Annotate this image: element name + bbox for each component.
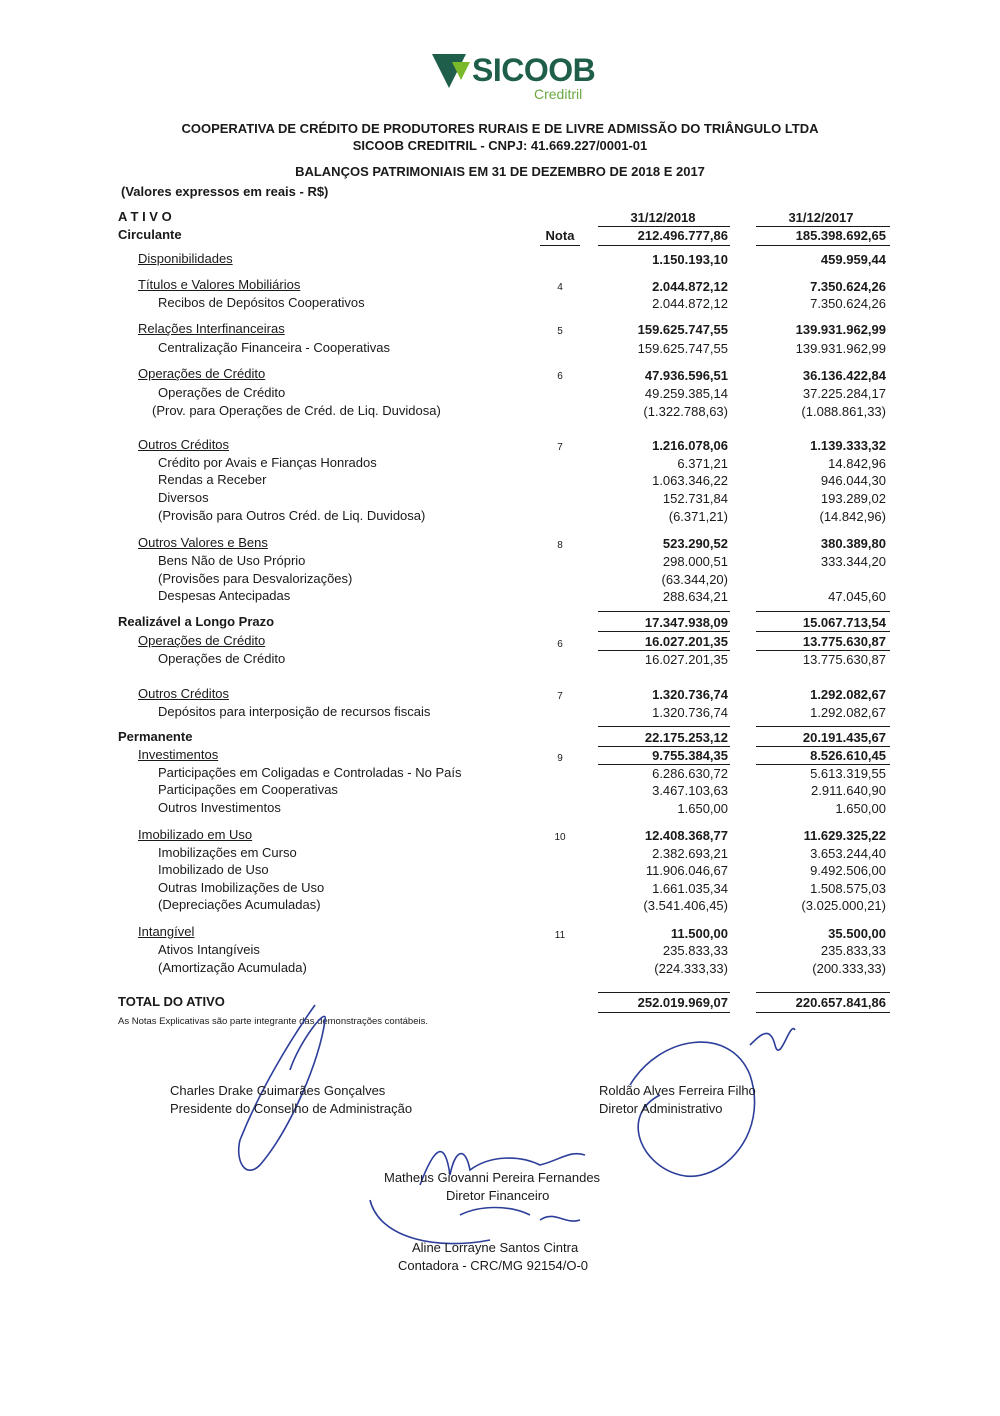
row-value-2018: 49.259.385,14 xyxy=(644,386,728,401)
row-nota: 8 xyxy=(557,540,563,551)
row-label: Imobilizações em Curso xyxy=(158,845,297,860)
total-label: TOTAL DO ATIVO xyxy=(118,994,225,1009)
row-nota: 6 xyxy=(557,639,563,650)
row-value-2018: 3.467.103,63 xyxy=(652,783,728,798)
row-label: Outras Imobilizações de Uso xyxy=(158,880,325,895)
row-value-2018: (3.541.406,45) xyxy=(643,898,728,913)
row-value-2017: 1.139.333,32 xyxy=(810,438,886,453)
row-label: Despesas Antecipadas xyxy=(158,588,291,603)
footnote: As Notas Explicativas são parte integrante das demonstrações contábeis. xyxy=(118,1016,428,1027)
row-nota: 11 xyxy=(554,930,566,941)
row-value-2017: 13.775.630,87 xyxy=(802,652,886,667)
row-label: Recibos de Depósitos Cooperativos xyxy=(158,295,365,310)
row-value-2018: 1.661.035,34 xyxy=(652,881,728,896)
row-value-2017: 193.289,02 xyxy=(820,491,886,506)
ativo-heading: A T I V O xyxy=(118,209,172,224)
row-label: (Provisões para Desvalorizações) xyxy=(158,571,353,586)
row-value-2018: (1.322.788,63) xyxy=(643,404,728,419)
row-value-2017: 14.842,96 xyxy=(828,456,886,471)
row-value-2017: 380.389,80 xyxy=(820,536,886,551)
signatory-1-name: Charles Drake Guimarães Gonçalves xyxy=(170,1083,386,1098)
row-label: Rendas a Receber xyxy=(158,472,267,487)
row-value-2018: 16.027.201,35 xyxy=(644,634,728,649)
signatory-2-role: Diretor Administrativo xyxy=(599,1101,723,1116)
signatory-2-name: Roldão Alves Ferreira Filho xyxy=(599,1083,756,1098)
row-value-2018: 12.408.368,77 xyxy=(644,828,728,843)
row-value-2018: 2.382.693,21 xyxy=(652,846,728,861)
row-value-2017: 1.292.082,67 xyxy=(810,687,886,702)
row-label: Participações em Cooperativas xyxy=(158,782,338,797)
row-value-2017: 11.629.325,22 xyxy=(803,828,886,843)
row-value-2018: 1.320.736,74 xyxy=(652,687,728,702)
row-value-2018: 212.496.777,86 xyxy=(637,228,728,243)
row-value-2018: 1.063.346,22 xyxy=(652,473,728,488)
row-label: Imobilizado de Uso xyxy=(158,862,269,877)
company-name: COOPERATIVA DE CRÉDITO DE PRODUTORES RURAIS E DE LIVRE ADMISSÃO DO TRIÂNGULO LTDA xyxy=(181,121,819,136)
row-value-2018: 11.906.046,67 xyxy=(645,863,728,878)
row-label: Títulos e Valores Mobiliários xyxy=(138,277,301,292)
row-value-2017: 459.959,44 xyxy=(820,252,886,267)
row-value-2017: 35.500,00 xyxy=(828,926,886,941)
row-label: Crédito por Avais e Fianças Honrados xyxy=(158,455,377,470)
sicoob-logo xyxy=(428,50,618,106)
row-label: Operações de Crédito xyxy=(158,385,286,400)
signature-roldao xyxy=(600,1015,800,1185)
row-value-2017: 235.833,33 xyxy=(820,943,886,958)
company-cnpj: SICOOB CREDITRIL - CNPJ: 41.669.227/0001-01 xyxy=(352,138,648,153)
row-label: Circulante xyxy=(118,227,182,242)
row-value-2017: 185.398.692,65 xyxy=(795,228,886,243)
row-value-2018: 9.755.384,35 xyxy=(652,748,728,763)
signatory-4-role: Contadora - CRC/MG 92154/O-0 xyxy=(398,1258,589,1273)
row-label: Centralização Financeira - Cooperativas xyxy=(158,340,390,355)
report-title: BALANÇOS PATRIMONIAIS EM 31 DE DEZEMBRO DE 2018 E 2017 xyxy=(295,164,705,179)
row-nota: 6 xyxy=(557,371,563,382)
row-nota: 7 xyxy=(557,442,563,453)
signatory-3-role: Diretor Financeiro xyxy=(446,1188,550,1203)
row-value-2017: (3.025.000,21) xyxy=(801,898,886,913)
row-value-2018: 159.625.747,55 xyxy=(637,341,728,356)
row-label: Depósitos para interposição de recursos fiscais xyxy=(158,704,431,719)
signatory-3-name: Matheus Giovanni Pereira Fernandes xyxy=(384,1170,601,1185)
units-note: (Valores expressos em reais - R$) xyxy=(121,184,329,199)
row-value-2018: 2.044.872,12 xyxy=(652,279,728,294)
row-value-2018: 22.175.253,12 xyxy=(644,730,728,745)
row-label: (Prov. para Operações de Créd. de Liq. Duvidosa) xyxy=(152,403,441,418)
row-value-2017: 20.191.435,67 xyxy=(802,730,886,745)
year-2018-heading: 31/12/2018 xyxy=(630,210,696,225)
signatory-1-role: Presidente do Conselho de Administração xyxy=(170,1101,413,1116)
row-value-2017: 1.508.575,03 xyxy=(810,881,886,896)
row-label: Operações de Crédito xyxy=(158,651,286,666)
row-value-2017: 47.045,60 xyxy=(828,589,886,604)
row-value-2018: 11.500,00 xyxy=(670,926,728,941)
row-label: Outros Créditos xyxy=(138,686,230,701)
row-value-2017: 1.292.082,67 xyxy=(810,705,886,720)
row-value-2017: 139.931.962,99 xyxy=(795,341,886,356)
row-nota: 7 xyxy=(557,691,563,702)
row-label: Operações de Crédito xyxy=(138,366,266,381)
row-value-2017: 946.044,30 xyxy=(820,473,886,488)
row-value-2017: 9.492.506,00 xyxy=(810,863,886,878)
row-nota: 9 xyxy=(557,753,563,764)
logo-sub: Creditril xyxy=(534,86,583,102)
row-value-2017: 7.350.624,26 xyxy=(810,296,886,311)
row-nota: 4 xyxy=(557,282,563,293)
row-label: Outros Créditos xyxy=(138,437,230,452)
row-value-2018: 235.833,33 xyxy=(662,943,728,958)
row-value-2018: 6.286.630,72 xyxy=(652,766,728,781)
year-2017-heading: 31/12/2017 xyxy=(788,210,854,225)
row-value-2018: 152.731,84 xyxy=(662,491,728,506)
row-label: Relações Interfinanceiras xyxy=(138,321,285,336)
row-label: Diversos xyxy=(158,490,209,505)
row-label: Outros Investimentos xyxy=(158,800,281,815)
row-label: Permanente xyxy=(118,729,193,744)
row-value-2017: 7.350.624,26 xyxy=(810,279,886,294)
row-value-2018: (224.333,33) xyxy=(654,961,728,976)
row-label: Realizável a Longo Prazo xyxy=(118,614,275,629)
row-value-2018: (6.371,21) xyxy=(668,509,728,524)
row-value-2018: 523.290,52 xyxy=(662,536,728,551)
row-label: (Depreciações Acumuladas) xyxy=(158,897,321,912)
row-value-2018: 288.634,21 xyxy=(662,589,728,604)
row-value-2018: 1.216.078,06 xyxy=(652,438,728,453)
row-label: (Amortização Acumulada) xyxy=(158,960,307,975)
row-value-2017: 13.775.630,87 xyxy=(802,634,886,649)
logo-brand: SICOOB xyxy=(472,52,596,88)
row-value-2017: 36.136.422,84 xyxy=(802,368,886,383)
row-value-2018: 1.320.736,74 xyxy=(652,705,728,720)
row-value-2017: 333.344,20 xyxy=(820,554,886,569)
row-label: Operações de Crédito xyxy=(138,633,266,648)
row-label: Bens Não de Uso Próprio xyxy=(158,553,306,568)
row-label: Ativos Intangíveis xyxy=(158,942,260,957)
row-label: Outros Valores e Bens xyxy=(138,535,268,550)
row-label: Intangível xyxy=(138,924,195,939)
row-value-2017: 139.931.962,99 xyxy=(795,322,886,337)
row-value-2018: 47.936.596,51 xyxy=(644,368,728,383)
row-label: Investimentos xyxy=(138,747,219,762)
row-value-2017: 37.225.284,17 xyxy=(802,386,886,401)
row-value-2018: 17.347.938,09 xyxy=(644,615,728,630)
row-value-2017: (14.842,96) xyxy=(819,509,886,524)
row-nota: 5 xyxy=(557,326,563,337)
row-value-2018: 159.625.747,55 xyxy=(637,322,728,337)
row-value-2018: 1.650,00 xyxy=(677,801,728,816)
row-label: Participações em Coligadas e Controladas - No País xyxy=(158,765,462,780)
row-value-2017: 1.650,00 xyxy=(835,801,886,816)
row-label: Imobilizado em Uso xyxy=(138,827,253,842)
signatory-4-name: Aline Lorrayne Santos Cintra xyxy=(412,1240,579,1255)
total-value-2017: 220.657.841,86 xyxy=(795,995,886,1010)
row-value-2017: 3.653.244,40 xyxy=(810,846,886,861)
row-value-2017: 8.526.610,45 xyxy=(810,748,886,763)
nota-heading: Nota xyxy=(545,228,575,243)
row-value-2018: (63.344,20) xyxy=(661,572,728,587)
row-label: Disponibilidades xyxy=(138,251,233,266)
row-value-2017: 15.067.713,54 xyxy=(802,615,886,630)
row-label: (Provisão para Outros Créd. de Liq. Duvidosa) xyxy=(158,508,426,523)
row-nota: 10 xyxy=(554,832,566,843)
row-value-2018: 16.027.201,35 xyxy=(644,652,728,667)
row-value-2018: 1.150.193,10 xyxy=(652,252,728,267)
row-value-2017: 2.911.640,90 xyxy=(811,783,886,798)
row-value-2017: (1.088.861,33) xyxy=(801,404,886,419)
row-value-2018: 298.000,51 xyxy=(662,554,728,569)
row-value-2017: (200.333,33) xyxy=(812,961,886,976)
row-value-2018: 6.371,21 xyxy=(677,456,728,471)
total-value-2018: 252.019.969,07 xyxy=(637,995,728,1010)
row-value-2018: 2.044.872,12 xyxy=(652,296,728,311)
row-value-2017: 5.613.319,55 xyxy=(810,766,886,781)
